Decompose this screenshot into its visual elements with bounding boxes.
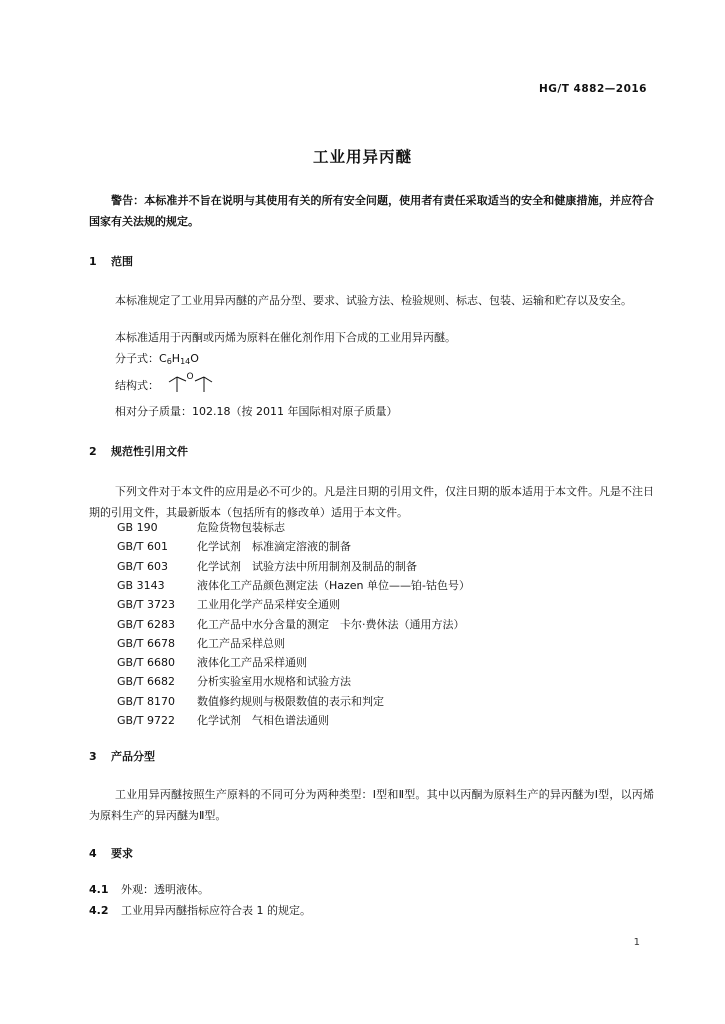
- reference-title: 分析实验室用水规格和试验方法: [197, 675, 351, 689]
- reference-code: GB/T 6680: [117, 656, 175, 670]
- reference-code: GB/T 603: [117, 559, 168, 573]
- requirement-4-1: [89, 884, 209, 895]
- reference-item: [117, 561, 417, 572]
- structure-label: 结构式：: [115, 379, 159, 392]
- formula-o: O: [190, 352, 199, 365]
- reference-code: GB/T 9722: [117, 714, 175, 727]
- reference-item: [117, 619, 465, 630]
- formula-label: 分子式：: [115, 352, 159, 365]
- structural-formula: [167, 370, 227, 396]
- page-number: 1: [633, 937, 640, 948]
- reference-code: GB 3143: [117, 578, 165, 592]
- reference-item: [117, 715, 329, 726]
- section-number: 1: [89, 255, 97, 268]
- formula-c-sub: 6: [166, 357, 172, 366]
- reference-title: 化工产品采样总则: [197, 636, 285, 650]
- reference-item: [117, 638, 285, 649]
- reference-title: 危险货物包装标志: [197, 521, 285, 534]
- reference-code: GB/T 8170: [117, 694, 175, 708]
- reference-item: [117, 657, 307, 668]
- reference-title: 化工产品中水分含量的测定 卡尔·费休法（通用方法）: [197, 617, 465, 631]
- reference-code: GB/T 6283: [117, 617, 175, 631]
- scope-paragraph-1: 本标准规定了工业用异丙醚的产品分型、要求、试验方法、检验规则、标志、包装、运输和贮存以及安全。: [115, 294, 632, 307]
- molecular-mass: 相对分子质量：102.18（按 2011 年国际相对原子质量）: [115, 405, 398, 418]
- reference-item: [117, 522, 285, 533]
- reference-item: [117, 580, 470, 591]
- section-title: 产品分型: [111, 750, 155, 763]
- scope-paragraph-2: 本标准适用于丙酮或丙烯为原料在催化剂作用下合成的工业用异丙醚。: [115, 331, 456, 344]
- reference-title: 化学试剂 气相色谱法通则: [197, 714, 329, 727]
- reference-item: [117, 599, 340, 610]
- formula-h-sub: 14: [180, 357, 191, 366]
- molecular-formula: [115, 353, 199, 366]
- section-4-heading: [89, 848, 133, 859]
- item-text: 外观：透明液体。: [121, 883, 209, 896]
- requirement-4-2: [89, 905, 311, 916]
- reference-item: [117, 541, 351, 552]
- reference-item: [117, 676, 351, 687]
- section-title: 规范性引用文件: [111, 445, 188, 458]
- section-2-heading: [89, 446, 188, 457]
- reference-item: [117, 696, 384, 707]
- item-text: 工业用异丙醚指标应符合表 1 的规定。: [121, 904, 311, 917]
- reference-title: 数值修约规则与极限数值的表示和判定: [197, 694, 384, 708]
- section-number: 3: [89, 750, 97, 763]
- reference-title: 化学试剂 试验方法中所用制剂及制品的制备: [197, 559, 417, 573]
- section-3-heading: [89, 751, 155, 762]
- references-intro: 下列文件对于本文件的应用是必不可少的。凡是注日期的引用文件，仅注日期的版本适用于本文件。凡是不注日期的引用文件，其最新版本（包括所有的修改单）适用于本文件。: [89, 485, 654, 519]
- reference-title: 工业用化学产品采样安全通则: [197, 598, 340, 612]
- section-title: 范围: [111, 255, 133, 268]
- section-1-heading: [89, 256, 133, 267]
- reference-title: 液体化工产品颜色测定法（Hazen 单位——铂-钴色号）: [197, 578, 470, 592]
- document-title: 工业用异丙醚: [312, 148, 412, 166]
- reference-code: GB/T 3723: [117, 598, 175, 612]
- reference-code: GB/T 6678: [117, 636, 175, 650]
- section-number: 4: [89, 847, 97, 860]
- reference-code: GB/T 6682: [117, 675, 175, 689]
- item-number: 4.1: [89, 883, 109, 896]
- section-number: 2: [89, 445, 97, 458]
- formula-c: C: [159, 352, 167, 365]
- product-types-paragraph: 工业用异丙醚按照生产原料的不同可分为两种类型：Ⅰ型和Ⅱ型。其中以丙酮为原料生产的异丙醚为Ⅰ型，以丙烯为原料生产的异丙醚为Ⅱ型。: [89, 788, 654, 822]
- section-title: 要求: [111, 847, 133, 860]
- standard-number: HG/T 4882—2016: [538, 83, 647, 95]
- warning-paragraph: 警告：本标准并不旨在说明与其使用有关的所有安全问题，使用者有责任采取适当的安全和健康措施，并应符合国家有关法规的规定。: [89, 194, 654, 228]
- reference-title: 化学试剂 标准滴定溶液的制备: [197, 540, 351, 554]
- reference-title: 液体化工产品采样通则: [197, 656, 307, 670]
- formula-h: H: [171, 352, 181, 365]
- reference-code: GB/T 601: [117, 540, 168, 554]
- reference-code: GB 190: [117, 521, 158, 534]
- structure-oxygen-atom: O: [186, 372, 194, 382]
- item-number: 4.2: [89, 904, 109, 917]
